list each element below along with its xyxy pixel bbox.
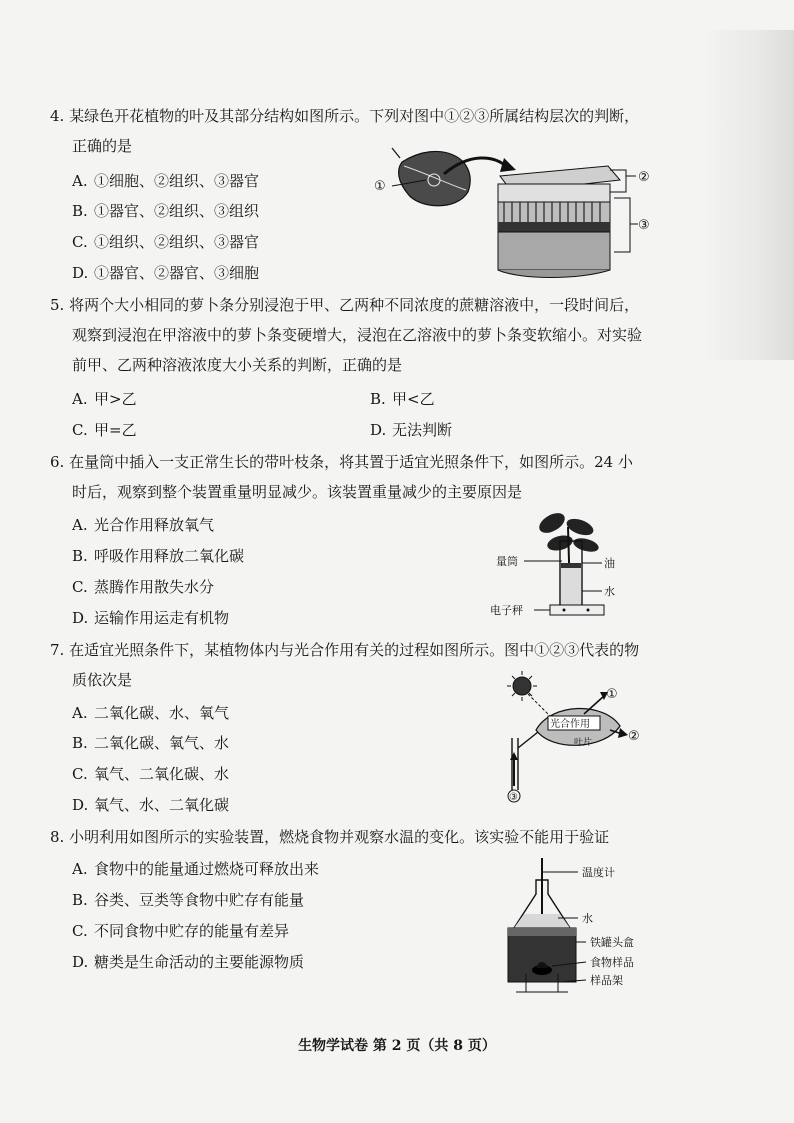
label-organ: 叶片 (574, 738, 593, 748)
q6-option-d[interactable]: D. 运输作用运走有机物 (72, 609, 230, 627)
q5-option-a[interactable]: A. 甲>乙 (72, 390, 137, 408)
label-holder: 样品架 (590, 974, 623, 987)
q5-option-d[interactable]: D. 无法判断 (370, 421, 453, 439)
label-1: ① (374, 179, 386, 194)
label-2: ② (638, 170, 650, 185)
q6-option-a[interactable]: A. 光合作用释放氧气 (72, 516, 215, 534)
food-combustion-figure (490, 858, 650, 1003)
question-6-stem: 6. 在量筒中插入一支正常生长的带叶枝条，将其置于适宜光照条件下，如图所示。24 小 时后，观察到整个装置重量明显减少。该装置重量减少的主要原因是 (50, 453, 633, 501)
q7-option-b[interactable]: B. 二氧化碳、氧气、水 (72, 734, 230, 752)
photosynthesis-figure (492, 668, 642, 808)
label-m3: ③ (509, 792, 518, 803)
q6-option-c[interactable]: C. 蒸腾作用散失水分 (72, 578, 215, 596)
label-can: 铁罐头盒 (590, 936, 634, 949)
label-m2: ② (628, 729, 640, 744)
page-footer: 生物学试卷 第 2 页（共 8 页） (298, 1038, 496, 1054)
label-process: 光合作用 (550, 719, 590, 730)
label-sample: 食物样品 (590, 956, 634, 969)
q7-option-d[interactable]: D. 氧气、水、二氧化碳 (72, 796, 230, 814)
cylinder-branch-figure (490, 505, 640, 625)
q8-option-a[interactable]: A. 食物中的能量通过燃烧可释放出来 (72, 860, 320, 878)
q6-option-b[interactable]: B. 呼吸作用释放二氧化碳 (72, 547, 245, 565)
question-8-stem: 8. 小明利用如图所示的实验装置，燃烧食物并观察水温的变化。该实验不能用于验证 (50, 828, 610, 846)
q8-option-b[interactable]: B. 谷类、豆类等食物中贮存有能量 (72, 891, 305, 909)
q8-option-c[interactable]: C. 不同食物中贮存的能量有差异 (72, 922, 290, 940)
label-water-8: 水 (582, 912, 593, 925)
q4-option-d[interactable]: D. ①器官、②器官、③细胞 (72, 264, 260, 282)
q4-option-a[interactable]: A. ①细胞、②组织、③器官 (72, 172, 260, 190)
leaf-structure-figure (370, 140, 660, 280)
q5-option-c[interactable]: C. 甲=乙 (72, 421, 137, 439)
scan-shadow (702, 30, 794, 360)
q4-option-b[interactable]: B. ①器官、②组织、③组织 (72, 202, 260, 220)
q8-option-d[interactable]: D. 糖类是生命活动的主要能源物质 (72, 953, 305, 971)
label-cylinder: 量筒 (496, 555, 518, 568)
label-oil: 油 (604, 557, 615, 570)
q5-option-b[interactable]: B. 甲<乙 (370, 390, 435, 408)
label-3: ③ (638, 218, 650, 233)
label-water: 水 (604, 585, 615, 598)
q4-option-c[interactable]: C. ①组织、②组织、③器官 (72, 233, 260, 251)
label-scale: 电子秤 (490, 604, 523, 617)
label-m1: ① (606, 687, 618, 702)
question-5-stem: 5. 将两个大小相同的萝卜条分别浸泡于甲、乙两种不同浓度的蔗糖溶液中，一段时间后， 观察到浸泡在甲溶液中的萝卜条变硬增大，浸泡在乙溶液中的萝卜条变软缩小。对实验 前甲、乙两种溶液浓度大小关系的判断，正确的是 (50, 296, 643, 374)
q7-option-c[interactable]: C. 氧气、二氧化碳、水 (72, 765, 230, 783)
q7-option-a[interactable]: A. 二氧化碳、水、氧气 (72, 704, 230, 722)
label-thermometer: 温度计 (582, 866, 615, 879)
question-7-stem: 7. 在适宜光照条件下，某植物体内与光合作用有关的过程如图所示。图中①②③代表的物 质依次是 (50, 641, 640, 689)
question-4-stem: 4. 某绿色开花植物的叶及其部分结构如图所示。下列对图中①②③所属结构层次的判断， 正确的是 (50, 107, 640, 155)
leaf-shape (399, 151, 471, 205)
